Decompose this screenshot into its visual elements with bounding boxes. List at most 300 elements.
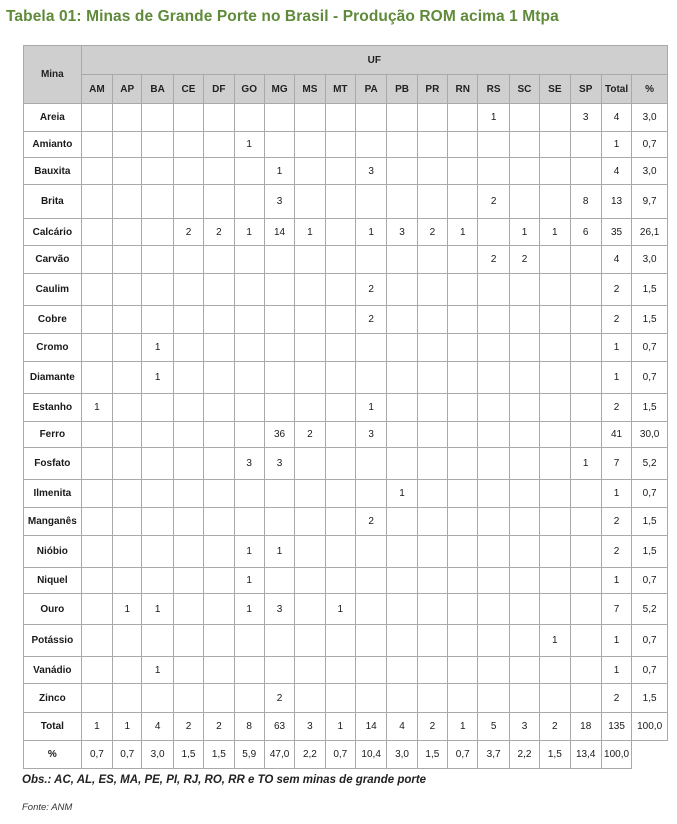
table-cell: [295, 306, 325, 334]
table-cell: 35: [601, 219, 631, 246]
table-cell: 2: [355, 306, 386, 334]
table-cell: [234, 422, 264, 448]
table-cell: [570, 246, 601, 274]
table-cell: 0,7: [632, 625, 668, 657]
table-cell: [325, 132, 355, 158]
table-cell: [540, 274, 570, 306]
table-row: [24, 334, 668, 362]
table-cell: [509, 422, 539, 448]
table-cell: [417, 394, 447, 422]
mineral-name: Vanádio: [24, 657, 82, 684]
table-cell: [509, 657, 539, 684]
total-cell: 3: [509, 713, 539, 741]
mineral-name: Diamante: [24, 362, 82, 394]
table-cell: 1: [601, 568, 631, 594]
table-cell: [387, 306, 417, 334]
table-row: [24, 508, 668, 536]
table-row: [24, 422, 668, 448]
table-cell: [81, 568, 112, 594]
percent-cell: 1,5: [204, 741, 234, 769]
table-cell: [325, 508, 355, 536]
table-cell: [448, 334, 478, 362]
table-cell: 3: [355, 158, 386, 185]
table-cell: [81, 625, 112, 657]
table-cell: [173, 394, 203, 422]
table-cell: [234, 274, 264, 306]
table-row: [24, 657, 668, 684]
table-cell: [234, 185, 264, 219]
table-cell: 0,7: [632, 334, 668, 362]
table-cell: [81, 246, 112, 274]
table-cell: [417, 625, 447, 657]
table-cell: [540, 185, 570, 219]
table-cell: [570, 657, 601, 684]
table-row: [24, 568, 668, 594]
table-cell: [142, 536, 173, 568]
table-cell: [448, 657, 478, 684]
table-cell: [204, 306, 234, 334]
table-cell: [295, 448, 325, 480]
table-cell: [540, 508, 570, 536]
table-cell: [540, 448, 570, 480]
table-row: [24, 306, 668, 334]
table-cell: [234, 625, 264, 657]
table-cell: 1: [601, 625, 631, 657]
table-cell: [509, 306, 539, 334]
table-cell: 1: [234, 536, 264, 568]
table-cell: [264, 508, 294, 536]
table-cell: 2: [601, 394, 631, 422]
table-cell: [570, 684, 601, 713]
mineral-name: Estanho: [24, 394, 82, 422]
table-cell: [295, 568, 325, 594]
table-cell: [478, 158, 509, 185]
table-cell: [113, 104, 142, 132]
table-cell: [448, 594, 478, 625]
table-cell: [355, 132, 386, 158]
table-cell: [540, 334, 570, 362]
table-cell: [113, 246, 142, 274]
total-cell: 14: [355, 713, 386, 741]
table-cell: [81, 158, 112, 185]
table-cell: [173, 568, 203, 594]
table-cell: [570, 362, 601, 394]
table-cell: [234, 306, 264, 334]
mineral-name: Ouro: [24, 594, 82, 625]
table-cell: [325, 568, 355, 594]
table-cell: [387, 568, 417, 594]
table-cell: [355, 334, 386, 362]
table-cell: 3,0: [632, 158, 668, 185]
table-cell: [355, 448, 386, 480]
mineral-name: Caulim: [24, 274, 82, 306]
table-cell: 3: [387, 219, 417, 246]
table-cell: [448, 480, 478, 508]
table-cell: 3,0: [632, 104, 668, 132]
total-cell: 1: [81, 713, 112, 741]
table-cell: [81, 508, 112, 536]
mineral-name: Areia: [24, 104, 82, 132]
table-cell: [417, 508, 447, 536]
table-cell: [295, 657, 325, 684]
table-cell: [204, 480, 234, 508]
table-cell: [173, 362, 203, 394]
table-cell: 1: [234, 132, 264, 158]
table-cell: [142, 448, 173, 480]
table-cell: [295, 362, 325, 394]
table-cell: [325, 480, 355, 508]
table-cell: 3: [264, 448, 294, 480]
uf-header: UF: [81, 46, 667, 75]
table-cell: 2: [601, 508, 631, 536]
table-cell: [173, 448, 203, 480]
table-cell: [173, 594, 203, 625]
table-cell: 1: [142, 334, 173, 362]
percent-cell: 1,5: [173, 741, 203, 769]
table-cell: [295, 246, 325, 274]
table-cell: 1: [234, 568, 264, 594]
table-cell: [355, 185, 386, 219]
table-cell: [81, 104, 112, 132]
table-cell: [81, 657, 112, 684]
table-cell: [325, 422, 355, 448]
table-cell: [264, 246, 294, 274]
table-cell: [173, 158, 203, 185]
table-cell: [478, 684, 509, 713]
percent-cell: 2,2: [295, 741, 325, 769]
table-cell: [478, 448, 509, 480]
table-cell: [417, 334, 447, 362]
empty-cell: [632, 741, 668, 769]
percent-cell: 2,2: [509, 741, 539, 769]
table-cell: [509, 508, 539, 536]
mina-header: Mina: [24, 46, 82, 104]
table-cell: [355, 568, 386, 594]
total-cell: 8: [234, 713, 264, 741]
table-cell: [204, 422, 234, 448]
table-cell: [387, 132, 417, 158]
table-cell: [478, 625, 509, 657]
table-cell: [355, 684, 386, 713]
table-cell: [448, 684, 478, 713]
column-header: SE: [540, 75, 570, 104]
table-cell: [478, 508, 509, 536]
table-cell: [355, 625, 386, 657]
table-cell: [540, 684, 570, 713]
table-cell: 2: [173, 219, 203, 246]
table-cell: [113, 625, 142, 657]
table-cell: 0,7: [632, 362, 668, 394]
table-cell: [173, 508, 203, 536]
mines-table: [23, 45, 668, 769]
table-row: [24, 104, 668, 132]
table-cell: [478, 362, 509, 394]
table-cell: 2: [417, 219, 447, 246]
column-header: CE: [173, 75, 203, 104]
table-cell: 0,7: [632, 132, 668, 158]
column-header: MT: [325, 75, 355, 104]
mineral-name: Fosfato: [24, 448, 82, 480]
table-cell: [295, 480, 325, 508]
table-cell: [204, 104, 234, 132]
table-cell: [142, 684, 173, 713]
column-header: PR: [417, 75, 447, 104]
table-cell: [204, 158, 234, 185]
table-cell: [234, 657, 264, 684]
table-cell: [234, 362, 264, 394]
table-cell: [81, 274, 112, 306]
table-cell: 2: [355, 508, 386, 536]
table-cell: 1,5: [632, 274, 668, 306]
table-cell: [355, 362, 386, 394]
table-cell: [142, 185, 173, 219]
table-cell: [540, 394, 570, 422]
table-cell: 3: [355, 422, 386, 448]
table-cell: [204, 448, 234, 480]
table-cell: [264, 625, 294, 657]
table-cell: [478, 306, 509, 334]
table-row: [24, 132, 668, 158]
table-cell: [417, 104, 447, 132]
table-cell: [81, 422, 112, 448]
table-cell: [113, 158, 142, 185]
table-cell: [173, 246, 203, 274]
table-cell: 1: [387, 480, 417, 508]
table-cell: [417, 274, 447, 306]
table-cell: [173, 334, 203, 362]
table-cell: [264, 274, 294, 306]
table-cell: 5,2: [632, 594, 668, 625]
table-cell: [113, 448, 142, 480]
table-row: [24, 594, 668, 625]
percent-cell: 3,7: [478, 741, 509, 769]
table-cell: 1: [81, 394, 112, 422]
table-cell: 2: [264, 684, 294, 713]
table-cell: [570, 625, 601, 657]
table-cell: [478, 594, 509, 625]
table-cell: 1,5: [632, 684, 668, 713]
table-cell: [142, 219, 173, 246]
table-cell: [173, 306, 203, 334]
table-cell: [295, 334, 325, 362]
table-cell: [540, 362, 570, 394]
table-cell: [295, 104, 325, 132]
table-cell: [478, 657, 509, 684]
table-cell: [509, 568, 539, 594]
table-cell: [570, 536, 601, 568]
table-cell: [234, 394, 264, 422]
table-row: [24, 185, 668, 219]
table-cell: [355, 536, 386, 568]
total-cell: 2: [173, 713, 203, 741]
table-cell: [509, 536, 539, 568]
table-cell: [387, 362, 417, 394]
total-cell: 63: [264, 713, 294, 741]
mineral-name: Ilmenita: [24, 480, 82, 508]
table-cell: [448, 362, 478, 394]
mineral-name: Amianto: [24, 132, 82, 158]
table-cell: [325, 362, 355, 394]
mineral-name: Calcário: [24, 219, 82, 246]
table-cell: 6: [570, 219, 601, 246]
table-cell: [142, 422, 173, 448]
table-cell: [173, 274, 203, 306]
table-cell: [448, 394, 478, 422]
table-cell: [234, 246, 264, 274]
table-cell: [234, 684, 264, 713]
percent-row: [24, 741, 668, 769]
table-cell: [142, 104, 173, 132]
table-cell: 7: [601, 448, 631, 480]
column-header: PB: [387, 75, 417, 104]
table-cell: 3,0: [632, 246, 668, 274]
column-header: %: [632, 75, 668, 104]
header-row-uf: [24, 46, 668, 75]
table-cell: [113, 508, 142, 536]
table-cell: [387, 274, 417, 306]
table-row: [24, 219, 668, 246]
table-cell: 1,5: [632, 394, 668, 422]
table-cell: [417, 246, 447, 274]
table-cell: [173, 422, 203, 448]
table-cell: [570, 422, 601, 448]
total-cell: 18: [570, 713, 601, 741]
table-cell: 1: [509, 219, 539, 246]
table-cell: [204, 594, 234, 625]
table-cell: [204, 185, 234, 219]
table-cell: 0,7: [632, 568, 668, 594]
table-cell: 36: [264, 422, 294, 448]
table-cell: [387, 422, 417, 448]
table-row: [24, 394, 668, 422]
mineral-name: Carvão: [24, 246, 82, 274]
percent-cell: 100,0: [601, 741, 631, 769]
percent-cell: 10,4: [355, 741, 386, 769]
table-cell: [478, 536, 509, 568]
percent-cell: 0,7: [448, 741, 478, 769]
table-cell: [81, 448, 112, 480]
table-cell: [570, 594, 601, 625]
table-cell: [478, 219, 509, 246]
table-cell: [570, 306, 601, 334]
table-cell: [142, 274, 173, 306]
table-cell: [142, 480, 173, 508]
table-cell: [355, 246, 386, 274]
table-cell: [173, 104, 203, 132]
table-cell: [204, 536, 234, 568]
table-cell: [355, 594, 386, 625]
table-cell: [417, 132, 447, 158]
table-cell: [113, 657, 142, 684]
table-cell: [478, 334, 509, 362]
table-row: [24, 684, 668, 713]
table-cell: [540, 480, 570, 508]
table-cell: 1: [234, 594, 264, 625]
table-cell: [355, 657, 386, 684]
table-cell: [540, 104, 570, 132]
table-cell: [325, 246, 355, 274]
table-cell: [325, 219, 355, 246]
table-cell: [295, 274, 325, 306]
table-cell: [113, 480, 142, 508]
table-row: [24, 480, 668, 508]
table-cell: [325, 394, 355, 422]
table-cell: [264, 480, 294, 508]
total-cell: 2: [204, 713, 234, 741]
table-cell: [387, 594, 417, 625]
table-cell: [113, 306, 142, 334]
column-header: Total: [601, 75, 631, 104]
table-cell: [417, 185, 447, 219]
table-cell: [325, 625, 355, 657]
table-cell: [264, 394, 294, 422]
table-cell: 2: [204, 219, 234, 246]
table-cell: [113, 684, 142, 713]
table-cell: [387, 684, 417, 713]
mineral-name: Cobre: [24, 306, 82, 334]
table-cell: [325, 306, 355, 334]
table-cell: [417, 536, 447, 568]
table-cell: [570, 274, 601, 306]
table-cell: [509, 334, 539, 362]
table-cell: 1: [540, 219, 570, 246]
table-cell: [113, 536, 142, 568]
mineral-name: Nióbio: [24, 536, 82, 568]
table-cell: [295, 508, 325, 536]
table-cell: [509, 362, 539, 394]
table-cell: [173, 625, 203, 657]
table-cell: 1: [601, 480, 631, 508]
table-cell: [448, 422, 478, 448]
table-cell: [448, 508, 478, 536]
table-cell: [509, 104, 539, 132]
table-cell: [448, 158, 478, 185]
table-cell: 1,5: [632, 306, 668, 334]
table-cell: 4: [601, 158, 631, 185]
table-cell: [540, 158, 570, 185]
table-cell: [173, 684, 203, 713]
table-cell: [325, 684, 355, 713]
total-row: [24, 713, 668, 741]
table-cell: [113, 132, 142, 158]
column-header: SP: [570, 75, 601, 104]
table-cell: [570, 508, 601, 536]
total-cell: 1: [325, 713, 355, 741]
table-cell: 1: [264, 536, 294, 568]
table-cell: [173, 185, 203, 219]
table-cell: [173, 536, 203, 568]
table-cell: [387, 394, 417, 422]
table-cell: [509, 594, 539, 625]
table-cell: [387, 334, 417, 362]
table-cell: 1: [142, 594, 173, 625]
table-cell: 2: [355, 274, 386, 306]
table-cell: [387, 246, 417, 274]
table-cell: [295, 625, 325, 657]
table-cell: [387, 158, 417, 185]
table-cell: [387, 185, 417, 219]
table-cell: [264, 568, 294, 594]
table-cell: 1: [355, 394, 386, 422]
table-cell: [295, 684, 325, 713]
table-cell: [142, 625, 173, 657]
table-cell: [234, 158, 264, 185]
table-cell: [417, 306, 447, 334]
table-cell: [81, 684, 112, 713]
table-cell: [173, 480, 203, 508]
table-cell: [570, 132, 601, 158]
table-cell: [325, 448, 355, 480]
